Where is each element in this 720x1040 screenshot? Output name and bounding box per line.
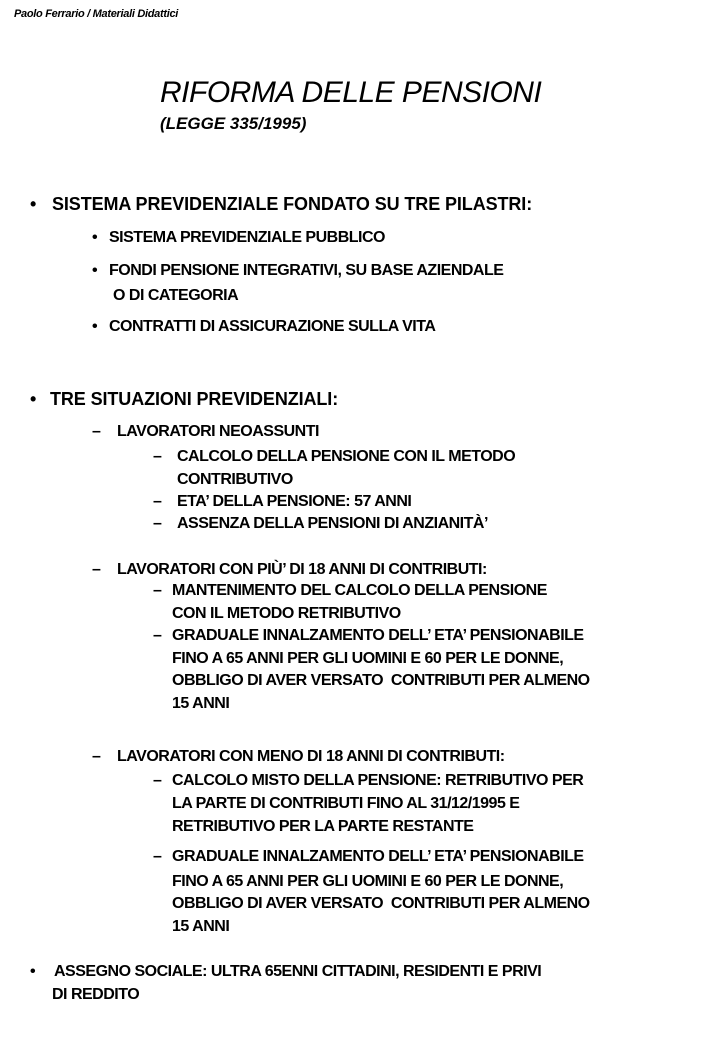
list-item-continuation: 15 ANNI [172, 918, 230, 935]
bullet-icon: • [30, 389, 37, 409]
bullet-icon: • [30, 963, 36, 980]
list-item: MANTENIMENTO DEL CALCOLO DELLA PENSIONE [172, 582, 547, 599]
dash-icon: – [92, 561, 101, 578]
page-title: RIFORMA DELLE PENSIONI [160, 76, 542, 109]
dash-icon: – [153, 493, 162, 510]
list-item: GRADUALE INNALZAMENTO DELL’ ETA’ PENSIONABILE [172, 627, 584, 644]
dash-icon: – [153, 582, 162, 599]
dash-icon: – [153, 772, 162, 789]
list-item: CALCOLO DELLA PENSIONE CON IL METODO [177, 448, 516, 465]
bullet-icon: • [92, 262, 98, 279]
list-item-continuation: FINO A 65 ANNI PER GLI UOMINI E 60 PER LE DONNE, [172, 650, 564, 667]
list-item-continuation: 15 ANNI [172, 695, 230, 712]
list-item: CALCOLO MISTO DELLA PENSIONE: RETRIBUTIVO PER [172, 772, 584, 789]
dash-icon: – [153, 627, 162, 644]
dash-icon: – [153, 848, 162, 865]
list-item: ETA’ DELLA PENSIONE: 57 ANNI [177, 493, 412, 510]
list-item: ASSEGNO SOCIALE: ULTRA 65ENNI CITTADINI, RESIDENTI E PRIVI [54, 963, 542, 980]
list-item: GRADUALE INNALZAMENTO DELL’ ETA’ PENSIONABILE [172, 848, 584, 865]
list-item-continuation: OBBLIGO DI AVER VERSATO CONTRIBUTI PER ALMENO [172, 895, 590, 912]
page-subtitle: (LEGGE 335/1995) [160, 114, 307, 133]
section-heading: TRE SITUAZIONI PREVIDENZIALI: [50, 389, 339, 409]
page-header: Paolo Ferrario / Materiali Didattici [14, 8, 179, 20]
dash-icon: – [92, 423, 101, 440]
dash-icon: – [153, 515, 162, 532]
group-label: LAVORATORI NEOASSUNTI [117, 423, 319, 440]
list-item-continuation: RETRIBUTIVO PER LA PARTE RESTANTE [172, 818, 474, 835]
list-item: FONDI PENSIONE INTEGRATIVI, SU BASE AZIENDALE [109, 262, 504, 279]
bullet-icon: • [92, 229, 98, 246]
list-item: ASSENZA DELLA PENSIONI DI ANZIANITÀ’ [177, 515, 488, 532]
bullet-icon: • [92, 318, 98, 335]
list-item-continuation: LA PARTE DI CONTRIBUTI FINO AL 31/12/1995 E [172, 795, 520, 812]
section-heading: SISTEMA PREVIDENZIALE FONDATO SU TRE PILASTRI: [52, 194, 533, 214]
list-item-continuation: DI REDDITO [52, 986, 140, 1003]
bullet-icon: • [30, 194, 37, 214]
list-item-continuation: FINO A 65 ANNI PER GLI UOMINI E 60 PER LE DONNE, [172, 873, 564, 890]
list-item: SISTEMA PREVIDENZIALE PUBBLICO [109, 229, 385, 246]
group-label: LAVORATORI CON PIÙ’ DI 18 ANNI DI CONTRIBUTI: [117, 561, 487, 578]
list-item: CONTRATTI DI ASSICURAZIONE SULLA VITA [109, 318, 436, 335]
list-item-continuation: CON IL METODO RETRIBUTIVO [172, 605, 401, 622]
group-label: LAVORATORI CON MENO DI 18 ANNI DI CONTRIBUTI: [117, 748, 505, 765]
dash-icon: – [92, 748, 101, 765]
list-item-continuation: CONTRIBUTIVO [177, 471, 293, 488]
list-item-continuation: O DI CATEGORIA [113, 287, 239, 304]
list-item-continuation: OBBLIGO DI AVER VERSATO CONTRIBUTI PER ALMENO [172, 672, 590, 689]
dash-icon: – [153, 448, 162, 465]
